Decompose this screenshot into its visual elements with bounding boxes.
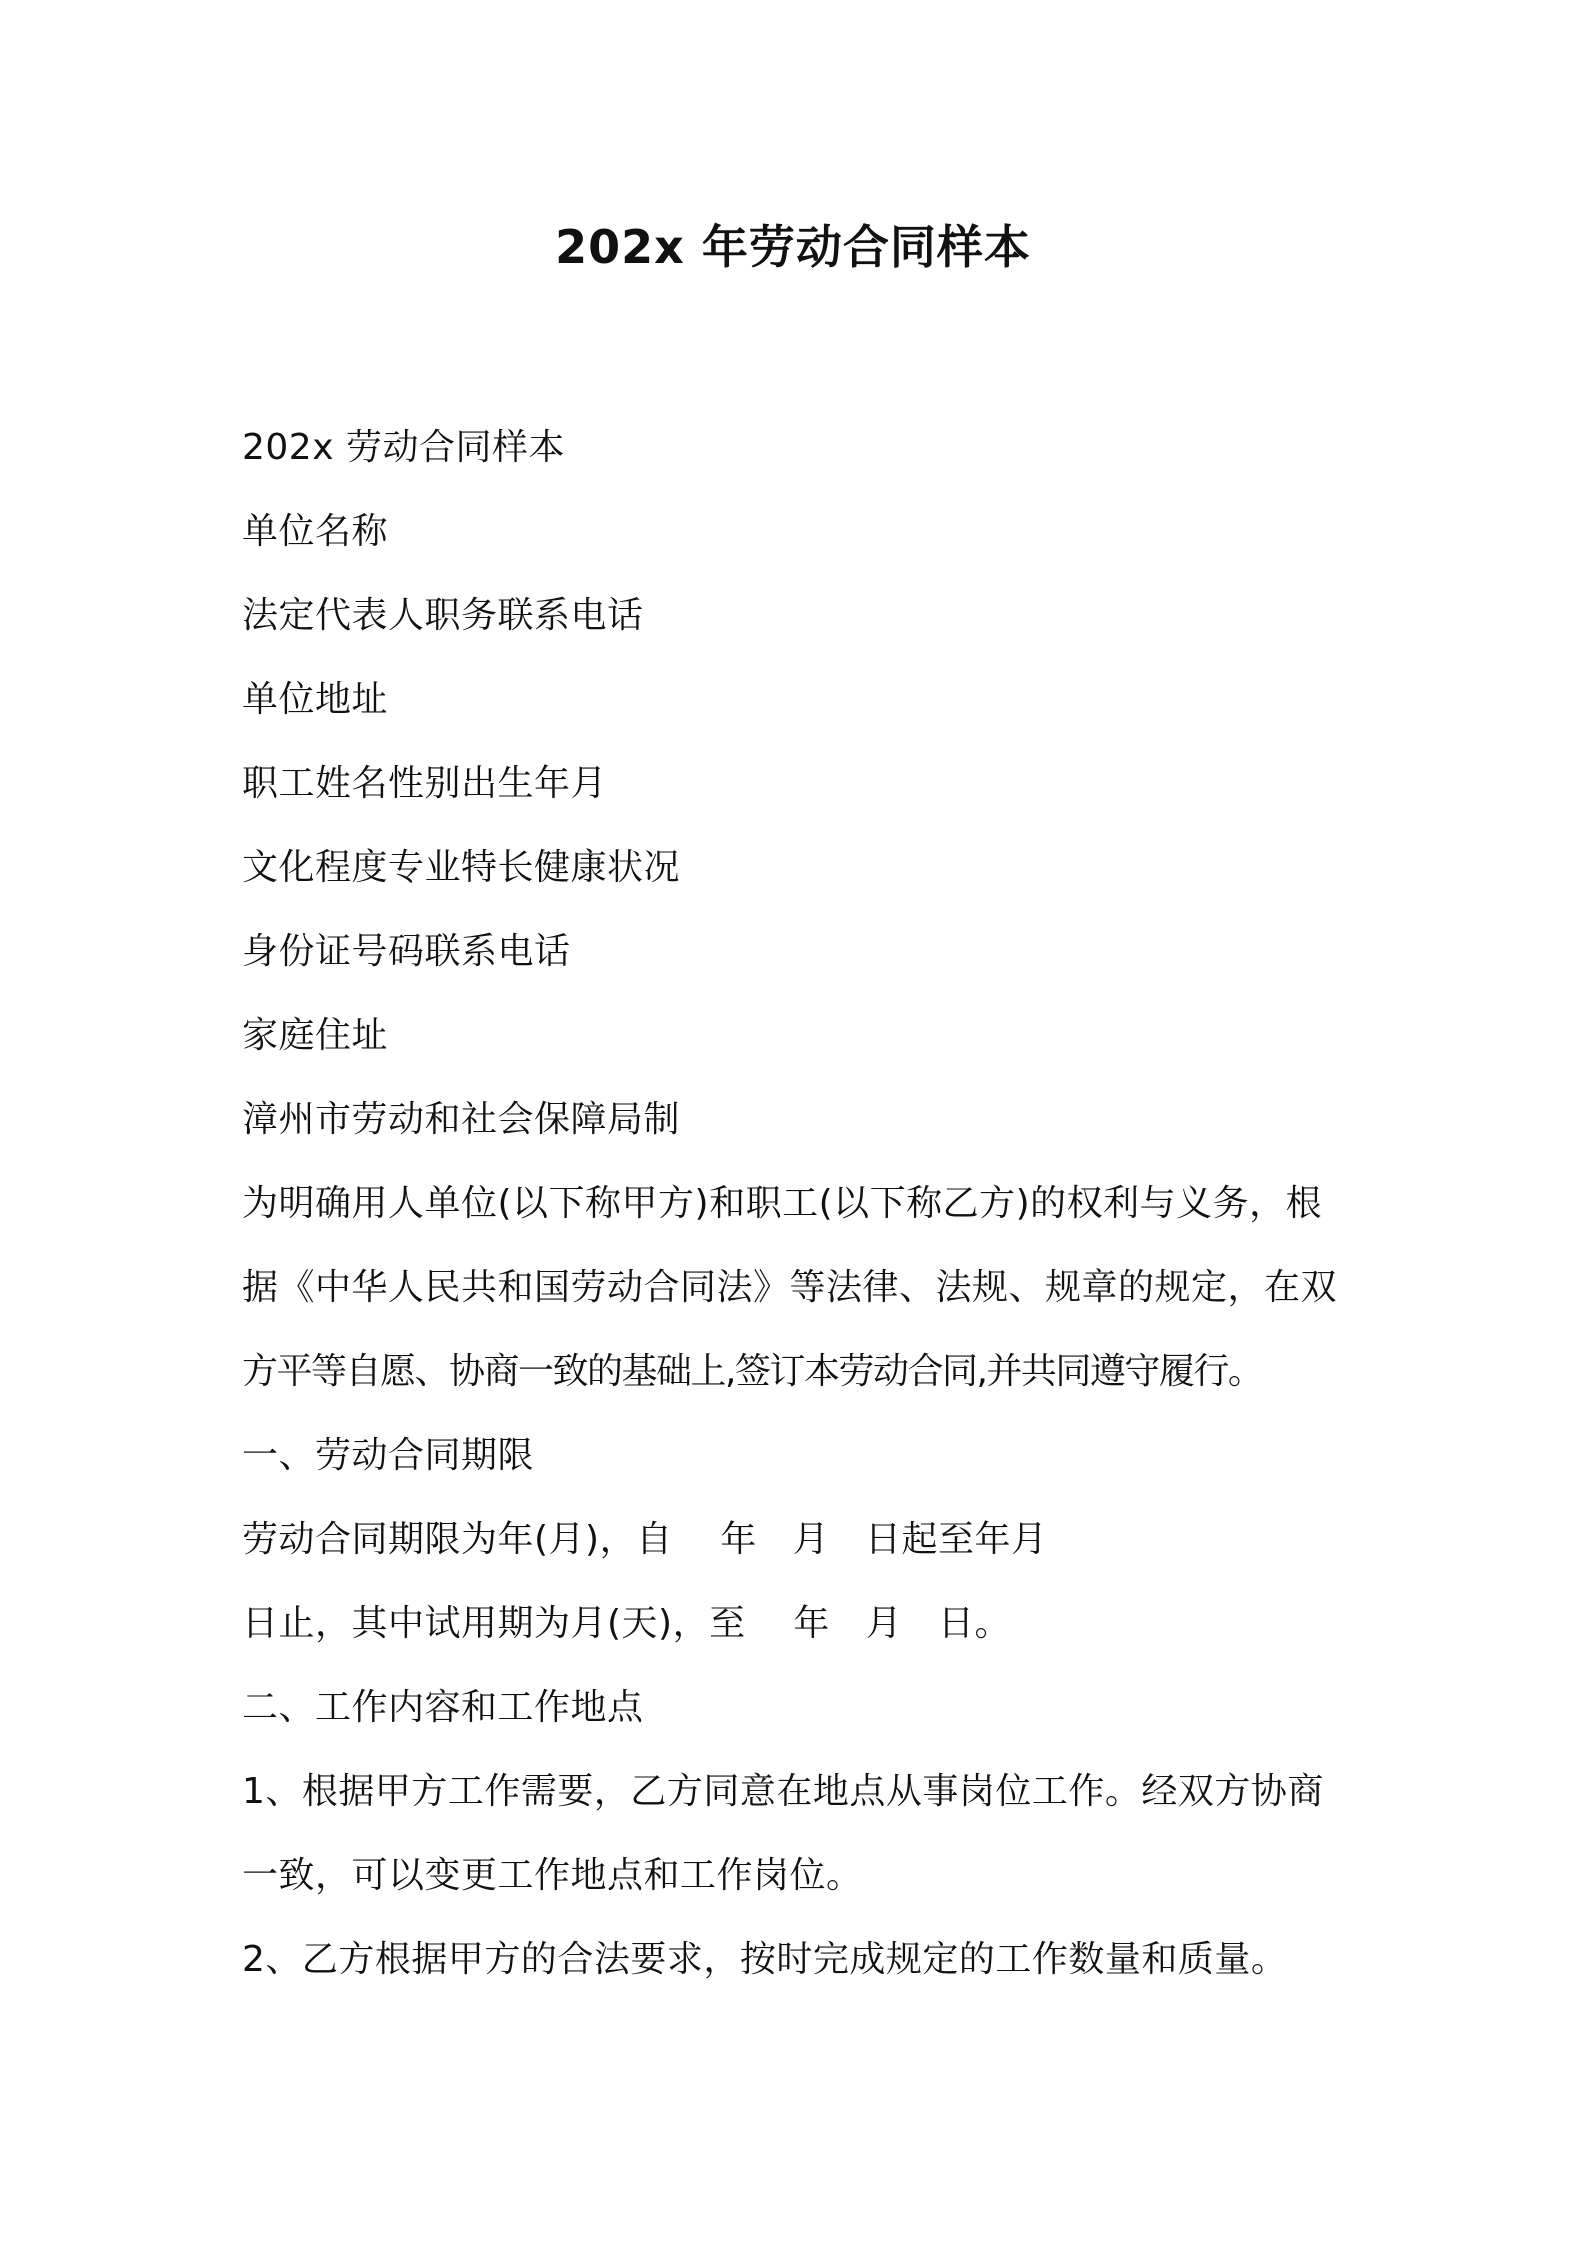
document-line: 一致，可以变更工作地点和工作岗位。 bbox=[242, 1855, 863, 1896]
document-line: 202x 劳动合同样本 bbox=[242, 427, 565, 468]
document-line: 职工姓名性别出生年月 bbox=[242, 763, 608, 804]
section-heading: 一、劳动合同期限 bbox=[242, 1435, 535, 1476]
document-line: 身份证号码联系电话 bbox=[242, 931, 571, 972]
document-line: 方平等自愿、协商一致的基础上,签订本劳动合同,并共同遵守履行。 bbox=[242, 1351, 1263, 1392]
document-line: 1、根据甲方工作需要，乙方同意在地点从事岗位工作。经双方协商 bbox=[242, 1771, 1324, 1812]
document-line: 家庭住址 bbox=[242, 1015, 389, 1056]
document-line: 日止，其中试用期为月(天)，至 年 月 日。 bbox=[242, 1603, 1012, 1644]
document-body bbox=[242, 406, 1362, 2002]
document-line: 据《中华人民共和国劳动合同法》等法律、法规、规章的规定，在双 bbox=[242, 1267, 1338, 1308]
document-line: 劳动合同期限为年(月)，自 年 月 日起至年月 bbox=[242, 1519, 1048, 1560]
document-line: 漳州市劳动和社会保障局制 bbox=[242, 1099, 681, 1140]
document-line: 为明确用人单位(以下称甲方)和职工(以下称乙方)的权利与义务，根 bbox=[242, 1183, 1323, 1224]
document-line: 法定代表人职务联系电话 bbox=[242, 595, 644, 636]
document-line: 单位地址 bbox=[242, 679, 389, 720]
document-line: 单位名称 bbox=[242, 511, 389, 552]
section-heading: 二、工作内容和工作地点 bbox=[242, 1687, 644, 1728]
document-line: 2、乙方根据甲方的合法要求，按时完成规定的工作数量和质量。 bbox=[242, 1939, 1288, 1980]
document-title: 202x 年劳动合同样本 bbox=[555, 220, 1031, 274]
document-line: 文化程度专业特长健康状况 bbox=[242, 847, 681, 888]
